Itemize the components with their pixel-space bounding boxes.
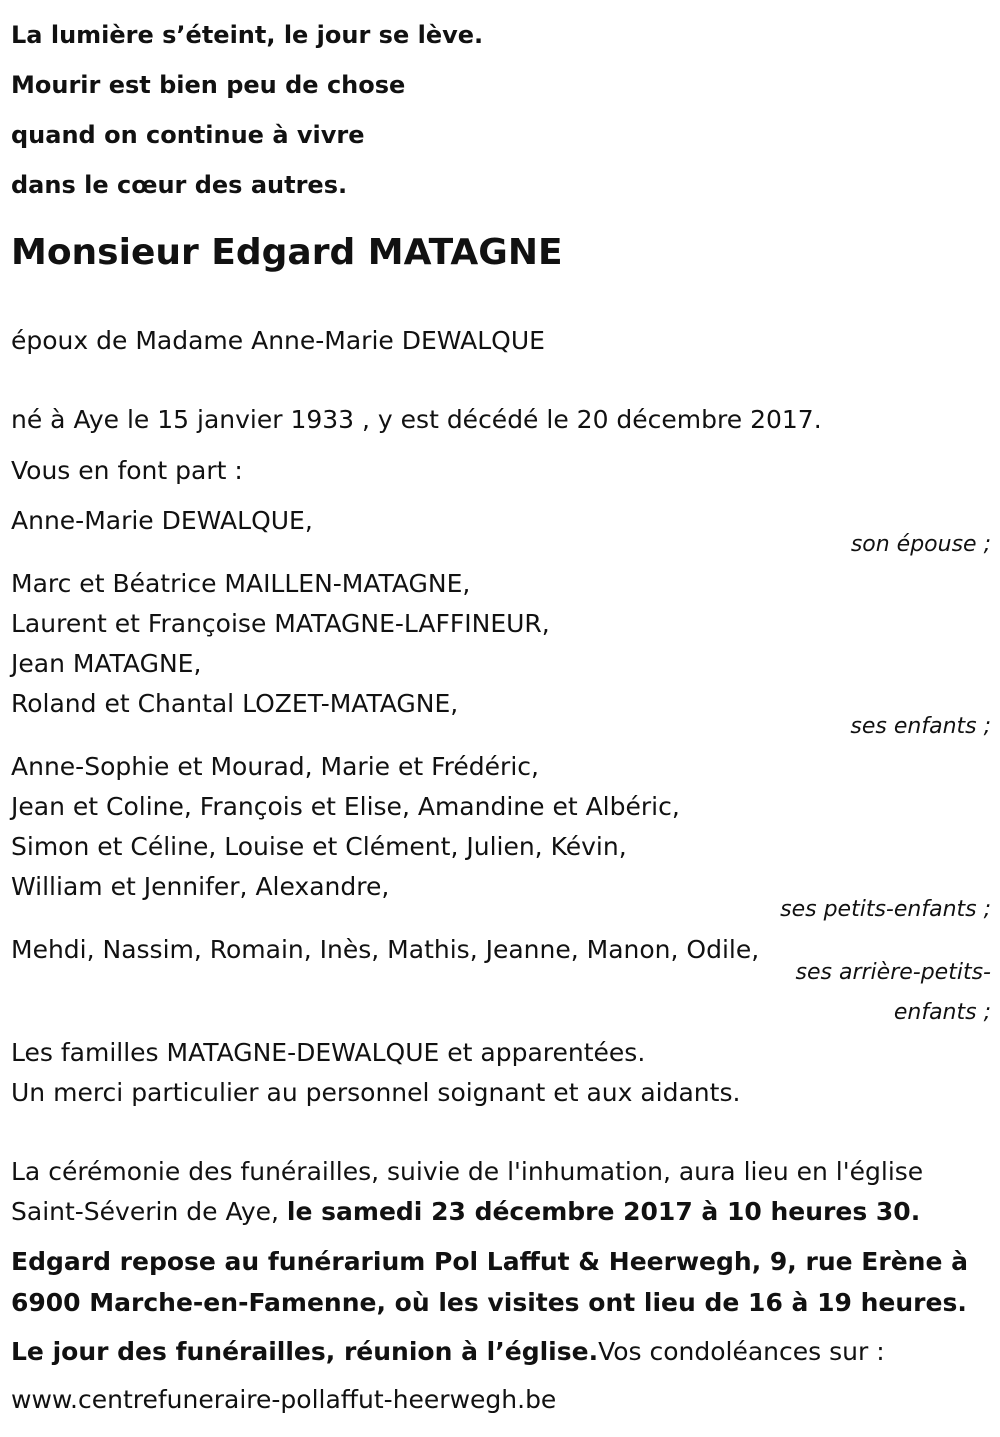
website-link[interactable]: www.centrefuneraire-pollaffut-heerwegh.be xyxy=(11,1385,557,1414)
relation-spouse: son épouse ; xyxy=(850,532,991,557)
list-item: Simon et Céline, Louise et Clément, Julien, Kévin, xyxy=(11,832,627,861)
spouse-names xyxy=(11,501,313,541)
ceremony-place: Saint-Séverin de Aye, xyxy=(11,1197,287,1226)
deceased-name: Monsieur Edgard MATAGNE xyxy=(11,232,563,273)
list-item: Laurent et Françoise MATAGNE-LAFFINEUR, xyxy=(11,609,550,638)
list-item: Mehdi, Nassim, Romain, Inès, Mathis, Jeanne, Manon, Odile, xyxy=(11,935,760,964)
ceremony-line-2 xyxy=(11,1197,920,1226)
poem-line: quand on continue à vivre xyxy=(11,121,365,149)
condolences-label: Vos condoléances sur : xyxy=(598,1337,885,1366)
poem xyxy=(11,10,483,210)
relation-children: ses enfants ; xyxy=(850,714,991,739)
families-line: Les familles MATAGNE-DEWALQUE et apparentées. xyxy=(11,1038,646,1067)
poem-line: dans le cœur des autres. xyxy=(11,171,348,199)
poem-line: La lumière s’éteint, le jour se lève. xyxy=(11,21,484,49)
announce-intro: Vous en font part : xyxy=(11,456,243,485)
relation-grandchildren: ses petits-enfants ; xyxy=(780,897,991,922)
children-names xyxy=(11,564,550,724)
list-item: Jean MATAGNE, xyxy=(11,649,202,678)
list-item: Anne-Marie DEWALQUE, xyxy=(11,506,313,535)
list-item: Roland et Chantal LOZET-MATAGNE, xyxy=(11,689,459,718)
meeting-line xyxy=(11,1337,885,1366)
great-grandchildren-names xyxy=(11,930,759,970)
list-item: Marc et Béatrice MAILLEN-MATAGNE, xyxy=(11,569,471,598)
list-item: Jean et Coline, François et Elise, Amandine et Albéric, xyxy=(11,792,680,821)
ceremony-date: le samedi 23 décembre 2017 à 10 heures 30. xyxy=(286,1197,921,1226)
funerarium-line-2: 6900 Marche-en-Famenne, où les visites ont lieu de 16 à 19 heures. xyxy=(11,1288,967,1317)
thanks-line: Un merci particulier au personnel soignant et aux aidants. xyxy=(11,1078,741,1107)
birth-death-line: né à Aye le 15 janvier 1933 , y est décédé le 20 décembre 2017. xyxy=(11,405,822,434)
list-item: William et Jennifer, Alexandre, xyxy=(11,872,390,901)
relation-great-grandchildren-1: ses arrière-petits- xyxy=(795,960,991,985)
list-item: Anne-Sophie et Mourad, Marie et Frédéric, xyxy=(11,752,539,781)
spouse-line: époux de Madame Anne-Marie DEWALQUE xyxy=(11,326,545,355)
poem-line: Mourir est bien peu de chose xyxy=(11,71,406,99)
funerarium-line-1: Edgard repose au funérarium Pol Laffut & Heerwegh, 9, rue Erène à xyxy=(11,1247,968,1276)
ceremony-line-1: La cérémonie des funérailles, suivie de l'inhumation, aura lieu en l'église xyxy=(11,1157,924,1186)
grandchildren-names xyxy=(11,747,680,907)
meeting-info: Le jour des funérailles, réunion à l’église. xyxy=(11,1337,599,1366)
relation-great-grandchildren-2: enfants ; xyxy=(893,1000,991,1025)
